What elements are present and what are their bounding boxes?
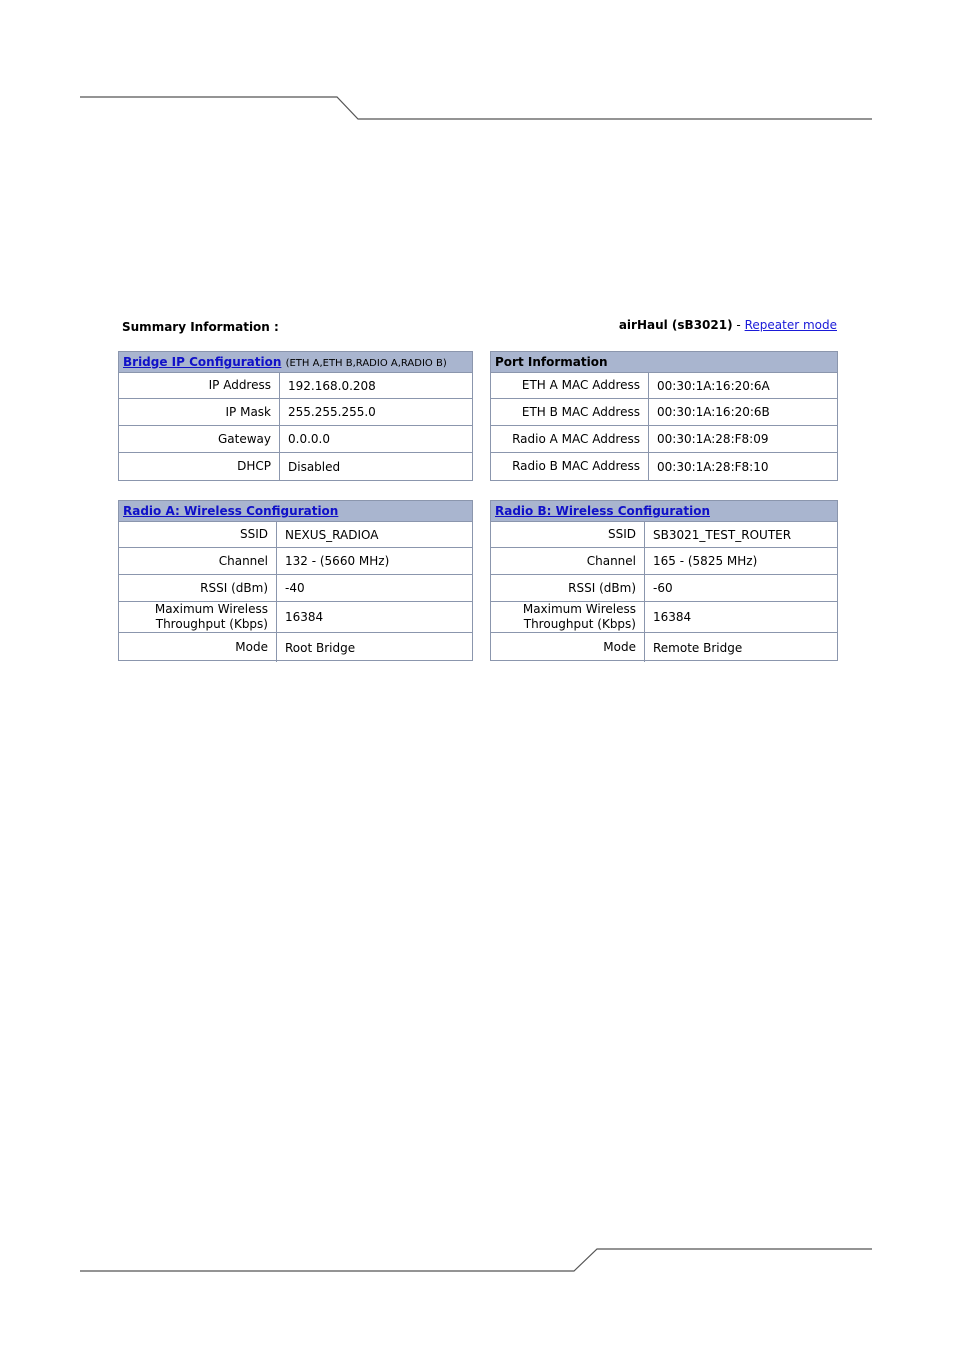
- radio-b-panel: [490, 500, 838, 661]
- row-label: IP Address: [119, 373, 280, 398]
- table-row: [491, 548, 837, 575]
- row-value: Disabled: [288, 459, 341, 474]
- row-value: 132 - (5660 MHz): [285, 554, 390, 568]
- device-model: airHaul (sB3021): [618, 318, 733, 332]
- table-row: [119, 548, 472, 575]
- row-label: RSSI (dBm): [491, 575, 645, 601]
- bridge-ip-ports: (ETH A,ETH B,RADIO A,RADIO B): [285, 358, 447, 369]
- bridge-ip-config-link[interactable]: Bridge IP Configuration: [123, 355, 282, 369]
- row-value: 16384: [285, 610, 324, 624]
- bridge-ip-header: [119, 352, 472, 373]
- row-label: IP Mask: [119, 399, 280, 425]
- row-label: Channel: [491, 548, 645, 574]
- row-value: -40: [285, 581, 305, 595]
- table-row: [119, 575, 472, 602]
- row-label: Gateway: [119, 426, 280, 452]
- row-value: 00:30:1A:28:F8:10: [657, 459, 769, 474]
- row-value: SB3021_TEST_ROUTER: [653, 527, 792, 542]
- row-value: 16384: [653, 610, 692, 624]
- row-label: DHCP: [119, 453, 280, 480]
- radio-a-header: [119, 501, 472, 522]
- table-row: [119, 453, 472, 480]
- port-info-header: Port Information: [491, 352, 837, 373]
- summary-title: Summary Information :: [122, 320, 279, 334]
- row-label: ETH B MAC Address: [491, 399, 649, 425]
- port-info-panel: [490, 351, 838, 481]
- table-row: [491, 522, 837, 548]
- radio-b-config-link[interactable]: Radio B: Wireless Configuration: [495, 504, 710, 518]
- row-label: Radio A MAC Address: [491, 426, 649, 452]
- radio-a-config-link[interactable]: Radio A: Wireless Configuration: [123, 504, 339, 518]
- row-value: 00:30:1A:28:F8:09: [657, 432, 769, 446]
- table-row: [119, 399, 472, 426]
- table-row: [119, 602, 472, 633]
- table-row: [491, 426, 837, 453]
- table-row: [491, 602, 837, 633]
- row-value: 00:30:1A:16:20:6B: [657, 405, 770, 419]
- row-value: 00:30:1A:16:20:6A: [657, 378, 770, 393]
- row-value: 192.168.0.208: [288, 378, 376, 393]
- row-value: NEXUS_RADIOA: [285, 527, 379, 542]
- row-label: SSID: [119, 522, 277, 547]
- table-row: [119, 426, 472, 453]
- model-line: [619, 318, 837, 332]
- row-label: SSID: [491, 522, 645, 547]
- row-value: -60: [653, 581, 673, 595]
- row-label: Mode: [119, 633, 277, 662]
- row-label: Maximum Wireless Throughput (Kbps): [491, 602, 645, 632]
- separator: -: [736, 318, 741, 332]
- table-row: [491, 399, 837, 426]
- table-row: [119, 373, 472, 399]
- radio-a-panel: [118, 500, 473, 661]
- bridge-ip-panel: [118, 351, 473, 481]
- row-value: 165 - (5825 MHz): [653, 554, 758, 568]
- row-value: Root Bridge: [285, 640, 356, 655]
- radio-b-header: [491, 501, 837, 522]
- row-label: Channel: [119, 548, 277, 574]
- repeater-mode-link[interactable]: Repeater mode: [744, 318, 837, 332]
- table-row: [119, 633, 472, 662]
- row-value: Remote Bridge: [653, 640, 743, 655]
- row-label: Maximum Wireless Throughput (Kbps): [119, 602, 277, 632]
- table-row: [491, 575, 837, 602]
- row-value: 255.255.255.0: [288, 405, 376, 419]
- table-row: [491, 633, 837, 662]
- row-value: 0.0.0.0: [288, 432, 330, 446]
- row-label: Mode: [491, 633, 645, 662]
- header-rule: [80, 97, 872, 119]
- table-row: [491, 453, 837, 480]
- footer-rule: [80, 1249, 872, 1271]
- row-label: ETH A MAC Address: [491, 373, 649, 398]
- row-label: RSSI (dBm): [119, 575, 277, 601]
- table-row: [491, 373, 837, 399]
- row-label: Radio B MAC Address: [491, 453, 649, 480]
- table-row: [119, 522, 472, 548]
